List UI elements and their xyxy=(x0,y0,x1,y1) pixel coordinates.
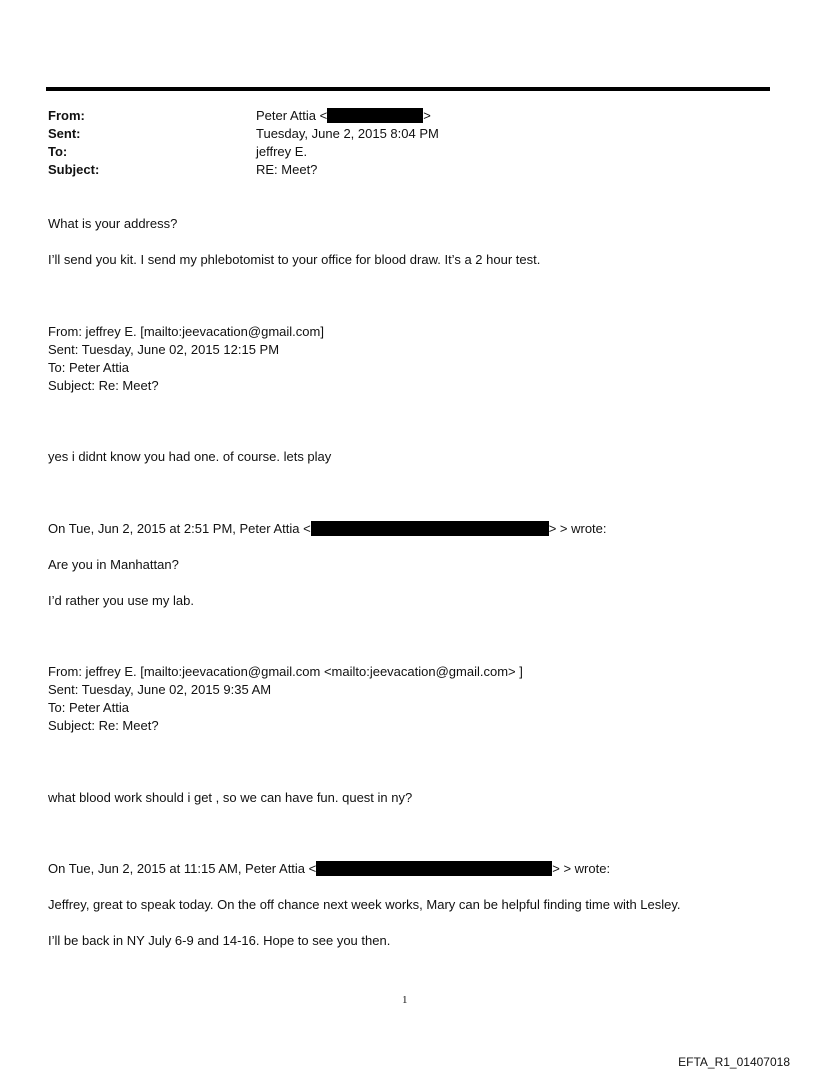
quoted-sent: Sent: Tuesday, June 02, 2015 12:15 PM xyxy=(48,342,280,357)
quoted-to: To: Peter Attia xyxy=(48,360,129,375)
subject-value: RE: Meet? xyxy=(256,162,318,177)
to-value: jeffrey E. xyxy=(256,144,308,159)
page-number: 1 xyxy=(402,994,408,1006)
sent-value: Tuesday, June 2, 2015 8:04 PM xyxy=(256,126,439,141)
header-divider xyxy=(46,87,770,91)
body-line: I’ll send you kit. I send my phlebotomist to your office for blood draw. It’s a 2 hour test. xyxy=(48,252,541,267)
body-line: What is your address? xyxy=(48,216,178,231)
to-label: To: xyxy=(48,144,68,159)
redaction-block xyxy=(316,861,552,876)
quoted-from: From: jeffrey E. [mailto:jeevacation@gmail.com] xyxy=(48,324,324,339)
redaction-block xyxy=(327,108,423,123)
wrote-prefix: On Tue, Jun 2, 2015 at 2:51 PM, Peter Attia < xyxy=(48,521,311,536)
quoted-subject: Subject: Re: Meet? xyxy=(48,718,159,733)
from-tail: > xyxy=(423,108,431,123)
subject-label: Subject: xyxy=(48,162,100,177)
body-line: yes i didnt know you had one. of course. lets play xyxy=(48,449,332,464)
document-id: EFTA_R1_01407018 xyxy=(678,1055,790,1069)
wrote-line xyxy=(48,860,610,878)
from-label: From: xyxy=(48,108,85,123)
quoted-from: From: jeffrey E. [mailto:jeevacation@gmail.com <mailto:jeevacation@gmail.com> ] xyxy=(48,664,523,679)
quoted-to: To: Peter Attia xyxy=(48,700,129,715)
body-line: I’ll be back in NY July 6-9 and 14-16. Hope to see you then. xyxy=(48,933,391,948)
quoted-sent: Sent: Tuesday, June 02, 2015 9:35 AM xyxy=(48,682,272,697)
wrote-suffix: > > wrote: xyxy=(552,861,611,876)
from-value xyxy=(256,107,431,125)
wrote-line xyxy=(48,520,607,538)
body-line: what blood work should i get , so we can have fun. quest in ny? xyxy=(48,790,413,805)
body-line: Are you in Manhattan? xyxy=(48,557,179,572)
wrote-suffix: > > wrote: xyxy=(548,521,607,536)
wrote-prefix: On Tue, Jun 2, 2015 at 11:15 AM, Peter Attia < xyxy=(48,861,317,876)
body-line: Jeffrey, great to speak today. On the off chance next week works, Mary can be helpful finding time with Lesley. xyxy=(48,897,681,912)
redaction-block xyxy=(311,521,549,536)
quoted-subject: Subject: Re: Meet? xyxy=(48,378,159,393)
body-line: I’d rather you use my lab. xyxy=(48,593,194,608)
sent-label: Sent: xyxy=(48,126,81,141)
from-name: Peter Attia < xyxy=(256,108,328,123)
